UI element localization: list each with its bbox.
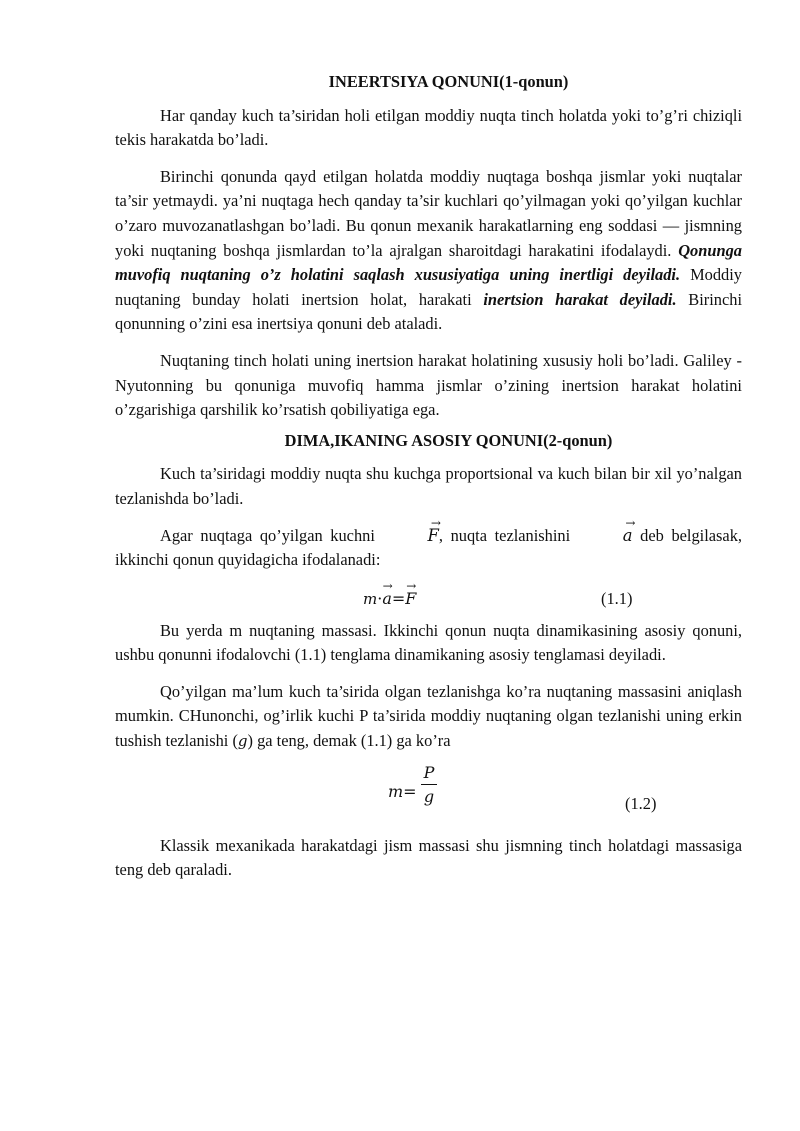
section-title-dynamics: DIMA,IKANING ASOSIY QONUNI(2-qonun) bbox=[284, 430, 613, 450]
mass-symbol: m bbox=[363, 589, 378, 608]
dot-operator: · bbox=[377, 588, 383, 608]
equation-number: (1.2) bbox=[625, 793, 657, 813]
equation-number: (1.1) bbox=[601, 588, 633, 608]
text-run: Qo’yilgan ma’lum kuch ta’sirida olgan tezlanishga ko’ra nuqtaning massasini aniqlash mumkin. CHunonchi, og’irlik kuchi P ta’sirida moddiy nuqtaning olgan tezlanishi uning erkin tushish tezlanishi ( bbox=[115, 681, 742, 751]
paragraph: Klassik mexanikada harakatdagi jism massasi shu jismning tinch holatdagi massasiga teng deb qaraladi. bbox=[115, 835, 742, 880]
acceleration-vector-symbol: → a bbox=[578, 524, 633, 549]
formula-expression bbox=[363, 587, 416, 612]
text-run: , nuqta tezlanishini bbox=[438, 525, 578, 545]
formula-lhs: m= bbox=[388, 781, 417, 801]
document-page bbox=[115, 70, 742, 883]
paragraph: Bu yerda m nuqtaning massasi. Ikkinchi qonun nuqta dinamikasining asosiy qonuni, ushbu qonunni ifodalovchi (1.1) tenglama dinamikaning asosiy tenglamasi deyiladi. bbox=[115, 620, 742, 665]
emphasis-text: Qonunga muvofiq nuqtaning o’z holatini saqlash xususiyatiga uning inertligi deyiladi. bbox=[115, 240, 742, 285]
fraction bbox=[421, 762, 437, 809]
text-run: Moddiy nuqtaning bunday holati inertsion holat, harakati bbox=[115, 265, 742, 309]
force-vector-symbol: → F bbox=[383, 524, 439, 549]
acceleration-vector-symbol: → a bbox=[382, 587, 392, 612]
gravity-symbol: g bbox=[237, 732, 248, 751]
section-title-inertia: INEERTSIYA QONUNI(1-qonun) bbox=[328, 72, 569, 91]
equals-sign: = bbox=[391, 588, 406, 608]
formula-1-2 bbox=[115, 762, 742, 822]
paragraph bbox=[115, 165, 742, 337]
paragraph: Kuch ta’siridagi moddiy nuqta shu kuchga proportsional va kuch bilan bir xil yo’nalgan tezlanishda bo’ladi. bbox=[115, 464, 742, 508]
text-run: Agar nuqtaga qo’yilgan kuchni bbox=[160, 525, 383, 545]
fraction-denominator: g bbox=[423, 786, 435, 806]
paragraph: Nuqtaning tinch holati uning inertsion harakat holatining xususiy holi bo’ladi. Galiley - Nyutonning bu qonuniga muvofiq hamma jismlar o’zining inertsion harakat holatini o’zgarishiga qarshilik ko’rsatish qobiliyatiga ega. bbox=[115, 350, 742, 420]
fraction-numerator: P bbox=[421, 762, 437, 785]
emphasis-text: inertsion harakat deyiladi. bbox=[483, 289, 677, 309]
text-run: ) ga teng, demak (1.1) ga ko’ra bbox=[247, 731, 451, 751]
force-vector-symbol: → F bbox=[405, 587, 416, 612]
paragraph bbox=[115, 524, 742, 573]
text-run: deb belgilasak, ikkinchi qonun quyidagicha ifodalanadi: bbox=[115, 525, 742, 570]
text-run: Birinchi qonunda qayd etilgan holatda moddiy nuqtaga boshqa jismlar yoki nuqtalar ta’sir yetmaydi. ya’ni nuqtaga hech qanday ta’sir kuchlari qo’yilmagan yoki qo’yilgan kuchlar o’zaro muvozanatlashgan bo’ladi. Bu qonun mexanik harakatlarning eng soddasi — jismning yoki nuqtaning boshqa jismlardan to’la ajralgan sharoitdagi harakatini ifodalaydi. bbox=[115, 166, 742, 260]
formula-1-1 bbox=[115, 579, 742, 619]
paragraph: Har qanday kuch ta’siridan holi etilgan moddiy nuqta tinch holatda yoki to’g’ri chiziqli tekis harakatda bo’ladi. bbox=[115, 105, 742, 150]
text-run: Birinchi qonunning o’zini esa inertsiya qonuni deb ataladi. bbox=[115, 289, 742, 334]
paragraph bbox=[115, 680, 742, 754]
